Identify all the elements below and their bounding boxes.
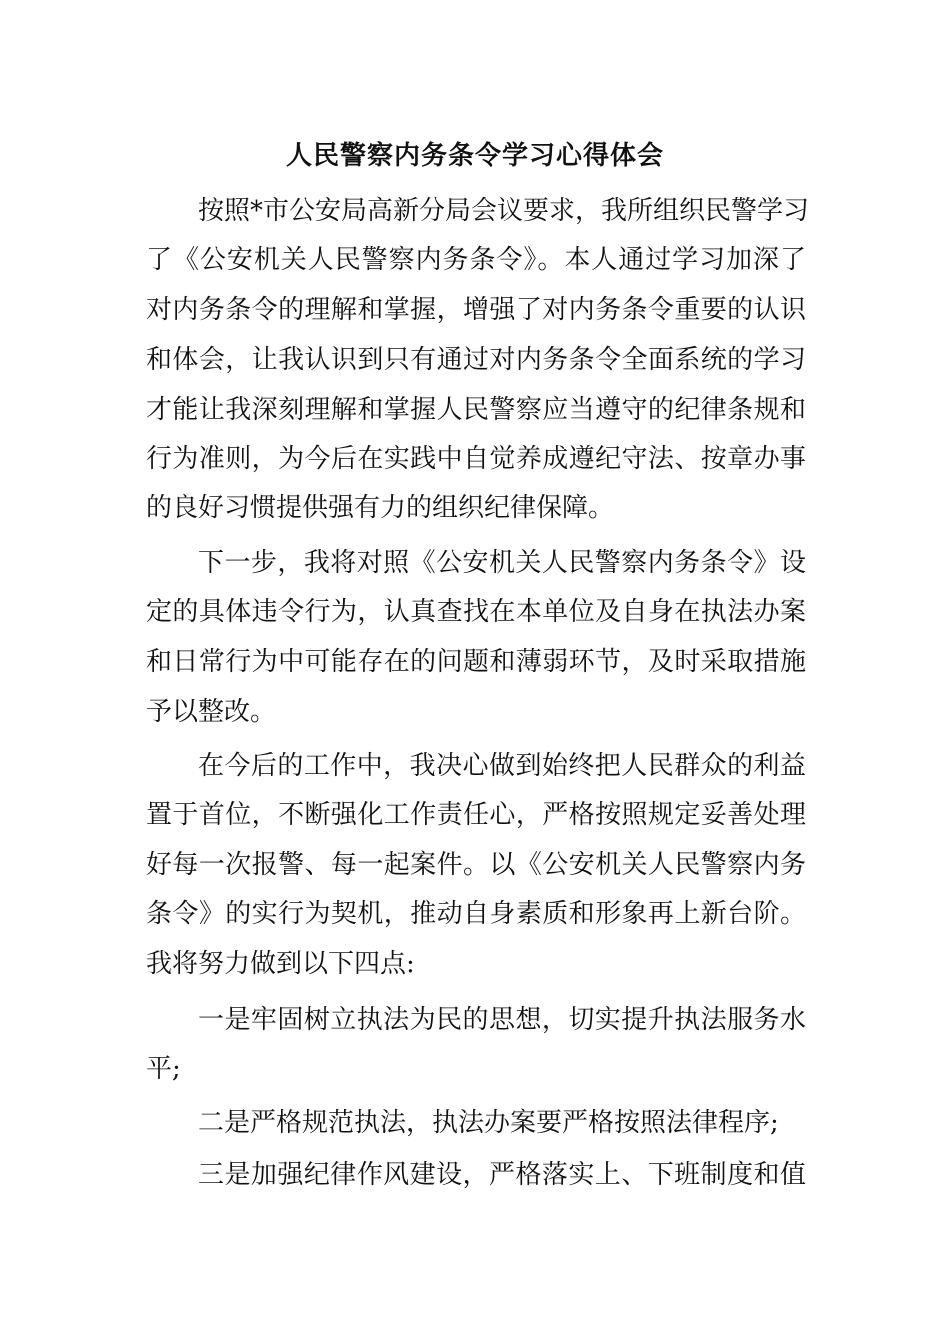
paragraph-2-line-2: 定的具体违令行为，认真查找在本单位及自身在执法办案 xyxy=(146,597,806,627)
paragraph-2-line-3: 和日常行为中可能存在的问题和薄弱环节，及时采取措施 xyxy=(146,647,806,677)
paragraph-3-line-1: 在今后的工作中，我决心做到始终把人民群众的利益 xyxy=(198,751,806,781)
list-item-1-line-1: 一是牢固树立执法为民的思想，切实提升执法服务水 xyxy=(198,1005,806,1035)
document-title: 人民警察内务条令学习心得体会 xyxy=(285,141,664,171)
paragraph-1-line-6: 行为准则，为今后在实践中自觉养成遵纪守法、按章办事 xyxy=(146,444,806,474)
paragraph-1-line-5: 才能让我深刻理解和掌握人民警察应当遵守的纪律条规和 xyxy=(146,395,806,425)
paragraph-3-line-3: 好每一次报警、每一起案件。以《公安机关人民警察内务 xyxy=(146,850,806,880)
paragraph-3-line-2: 置于首位，不断强化工作责任心，严格按照规定妥善处理 xyxy=(146,800,806,830)
paragraph-2-line-1: 下一步，我将对照《公安机关人民警察内务条令》设 xyxy=(198,548,806,578)
paragraph-1-line-2: 了《公安机关人民警察内务条令》。本人通过学习加深了 xyxy=(146,245,806,275)
paragraph-3-line-4: 条令》的实行为契机，推动自身素质和形象再上新台阶。 xyxy=(146,899,806,929)
paragraph-1-line-4: 和体会，让我认识到只有通过对内务条令全面系统的学习 xyxy=(146,345,806,375)
list-item-2: 二是严格规范执法，执法办案要严格按照法律程序; xyxy=(198,1108,779,1138)
paragraph-2-line-4: 予以整改。 xyxy=(146,697,277,727)
paragraph-1-line-1: 按照*市公安局高新分局会议要求，我所组织民警学习 xyxy=(198,196,810,226)
list-item-3-line-1: 三是加强纪律作风建设，严格落实上、下班制度和值 xyxy=(198,1160,806,1190)
list-item-1-line-2: 平; xyxy=(146,1054,181,1084)
paragraph-3-line-5: 我将努力做到以下四点: xyxy=(146,949,415,979)
paragraph-1-line-3: 对内务条令的理解和掌握，增强了对内务条令重要的认识 xyxy=(146,295,806,325)
paragraph-1-line-7: 的良好习惯提供强有力的组织纪律保障。 xyxy=(146,493,615,523)
